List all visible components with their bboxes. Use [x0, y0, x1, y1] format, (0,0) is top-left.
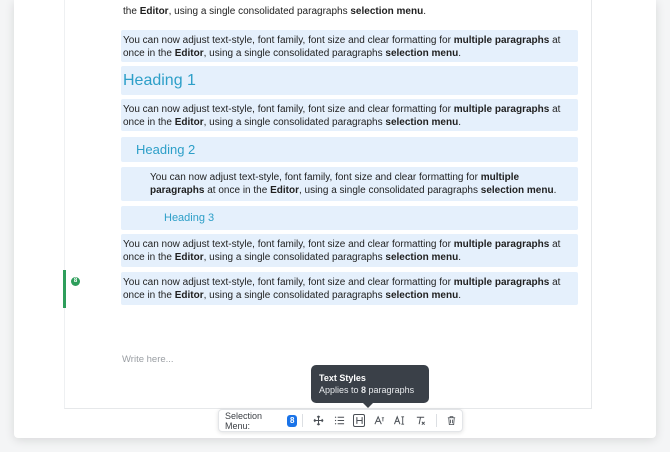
heading-icon[interactable]: [353, 414, 365, 427]
tooltip-description: Applies to 8 paragraphs: [319, 385, 415, 395]
heading-3-block[interactable]: [121, 206, 578, 230]
list-icon[interactable]: [331, 412, 347, 429]
divider: [436, 414, 437, 427]
heading-1-block[interactable]: [121, 66, 578, 95]
paragraph-block[interactable]: [121, 234, 578, 267]
font-size-icon[interactable]: [392, 412, 408, 429]
move-icon[interactable]: [310, 412, 326, 429]
heading-1: Heading 1: [123, 72, 196, 89]
text: , using a single consolidated paragraphs: [168, 6, 351, 17]
paragraph-block[interactable]: [121, 167, 578, 201]
text: the: [123, 6, 140, 17]
text-styles-tooltip: [311, 365, 429, 403]
selection-count-badge[interactable]: 8: [71, 277, 80, 286]
paragraph-text: You can now adjust text-style, font family, font size and clear formatting for multiple paragraphs at once in the Editor, using a single consolidated paragraphs selection menu.: [150, 172, 557, 196]
selection-count: 8: [287, 415, 297, 427]
divider: [302, 414, 303, 427]
paragraph-block[interactable]: [121, 272, 578, 305]
paragraph-block[interactable]: [121, 30, 578, 62]
clear-format-icon[interactable]: [412, 412, 428, 429]
selection-menu-toolbar: [218, 409, 463, 432]
trash-icon[interactable]: [444, 412, 460, 429]
paragraph-text: You can now adjust text-style, font family, font size and clear formatting for multiple paragraphs at once in the Editor, using a single consolidated paragraphs selection menu.: [123, 104, 561, 128]
heading-2: Heading 2: [136, 142, 196, 157]
write-here-placeholder[interactable]: Write here...: [122, 354, 174, 365]
partial-paragraph[interactable]: [121, 5, 578, 18]
heading-2-block[interactable]: [121, 137, 578, 162]
selection-menu-label: Selection Menu:: [225, 410, 263, 431]
heading-3: Heading 3: [164, 212, 215, 224]
paragraph-text: You can now adjust text-style, font family, font size and clear formatting for multiple paragraphs at once in the Editor, using a single consolidated paragraphs selection menu.: [123, 277, 561, 301]
tooltip-title: Text Styles: [319, 373, 366, 383]
selection-bar: [63, 270, 66, 308]
text-bold: Editor: [139, 6, 169, 17]
paragraph-text: You can now adjust text-style, font family, font size and clear formatting for multiple paragraphs at once in the Editor, using a single consolidated paragraphs selection menu.: [123, 239, 561, 263]
font-family-icon[interactable]: [371, 412, 387, 429]
text: .: [423, 6, 426, 17]
paragraph-block[interactable]: [121, 99, 578, 131]
text-bold: selection menu: [350, 6, 424, 17]
paragraph-text: You can now adjust text-style, font family, font size and clear formatting for multiple paragraphs at once in the Editor, using a single consolidated paragraphs selection menu.: [123, 35, 561, 59]
